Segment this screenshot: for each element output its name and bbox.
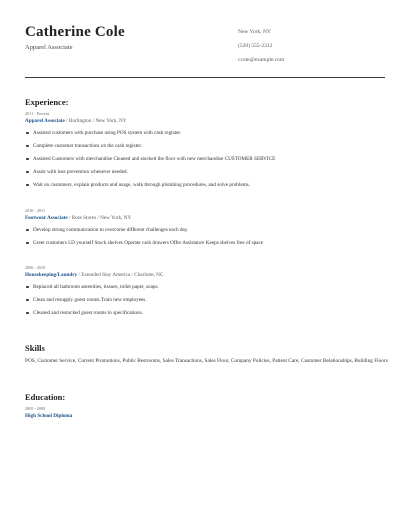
list-item	[25, 169, 385, 182]
job-dates: 2006 - 2010	[25, 265, 46, 270]
job-role: Footwear Associate	[25, 215, 68, 221]
bullet-text: Greet customers I.D yourself Stock shelves Operate cash drawers Offer Assistance Keeps shelves free of space	[33, 240, 264, 246]
bullet-text: Assist with loss prevention whenever needed.	[33, 169, 128, 175]
bullet-icon	[26, 171, 29, 174]
bullet-text: Clean and resupply guest rooms.Train new employees.	[33, 297, 147, 303]
contact-phone: (520) 555-2312	[238, 43, 273, 49]
bullet-text: Assisted customers with purchase using POS system with cash register.	[33, 130, 182, 136]
header-divider	[25, 77, 385, 78]
candidate-name: Catherine Cole	[25, 24, 125, 40]
education-entry	[25, 406, 72, 420]
job-role-line	[25, 271, 385, 279]
bullet-text: Wait on customers, explain products and usage, walk through plumbing procedures, and solve problems.	[33, 182, 250, 188]
job-role-line	[25, 117, 385, 125]
bullet-text: Cleaned and restocked guest rooms to specifications.	[33, 310, 143, 316]
bullet-icon	[26, 299, 29, 302]
list-item	[25, 227, 385, 240]
bullet-icon	[26, 312, 29, 315]
job-dates: 2010 - 2011	[25, 208, 46, 213]
bullet-icon	[26, 229, 29, 232]
bullet-text: Replaced all bathroom amenities, tissues, toilet paper, soaps.	[33, 284, 159, 290]
bullet-icon	[26, 184, 29, 187]
bullet-icon	[26, 132, 29, 135]
skills-heading: Skills	[25, 343, 45, 353]
job-org: / Ross Stores / New York, NY	[67, 215, 132, 221]
bullet-icon	[26, 145, 29, 148]
contact-email: ccole@example.com	[238, 57, 285, 63]
job-bullets	[25, 227, 385, 253]
job-role-line	[25, 214, 385, 222]
job-role: Housekeeping/Laundry	[25, 272, 78, 278]
job-role: Apparel Associate	[25, 118, 65, 124]
job-entry	[25, 265, 385, 323]
list-item	[25, 130, 385, 143]
job-entry	[25, 111, 385, 195]
job-bullets	[25, 130, 385, 195]
list-item	[25, 310, 385, 323]
bullet-icon	[26, 242, 29, 245]
education-dates: 2005 - 2009	[25, 406, 46, 411]
education-degree: High School Diploma	[25, 413, 73, 419]
list-item	[25, 182, 385, 195]
skills-list: POS, Customer Service, Current Promotions, Public Restrooms, Sales Transactions, Sales Floor, Company Policies, Patient Care, Customer Relationships, Building Floors	[25, 358, 388, 364]
list-item	[25, 156, 385, 169]
contact-location: New York, NY	[238, 29, 272, 35]
job-entry	[25, 208, 385, 253]
list-item	[25, 143, 385, 156]
job-org: / Extended Stay America / Charlotte, NC	[77, 272, 164, 278]
education-heading: Education:	[25, 392, 66, 402]
list-item	[25, 240, 385, 253]
candidate-title: Apparel Associate	[25, 44, 73, 51]
job-org: / Burlington / New York, NY	[64, 118, 127, 124]
job-bullets	[25, 284, 385, 323]
list-item	[25, 284, 385, 297]
experience-heading: Experience:	[25, 97, 69, 107]
bullet-text: Assisted Customers with merchandise Cleaned and stocked the floor with new merchandise CUSTOMER SERVICE	[33, 156, 276, 162]
bullet-text: Develop strong communication to overcome different challenges each day.	[33, 227, 189, 233]
list-item	[25, 297, 385, 310]
bullet-icon	[26, 158, 29, 161]
bullet-text: Complete customer transactions on the cash register.	[33, 143, 143, 149]
bullet-icon	[26, 286, 29, 289]
contact-info	[238, 29, 284, 71]
job-dates: 2011 - Present	[25, 111, 50, 116]
